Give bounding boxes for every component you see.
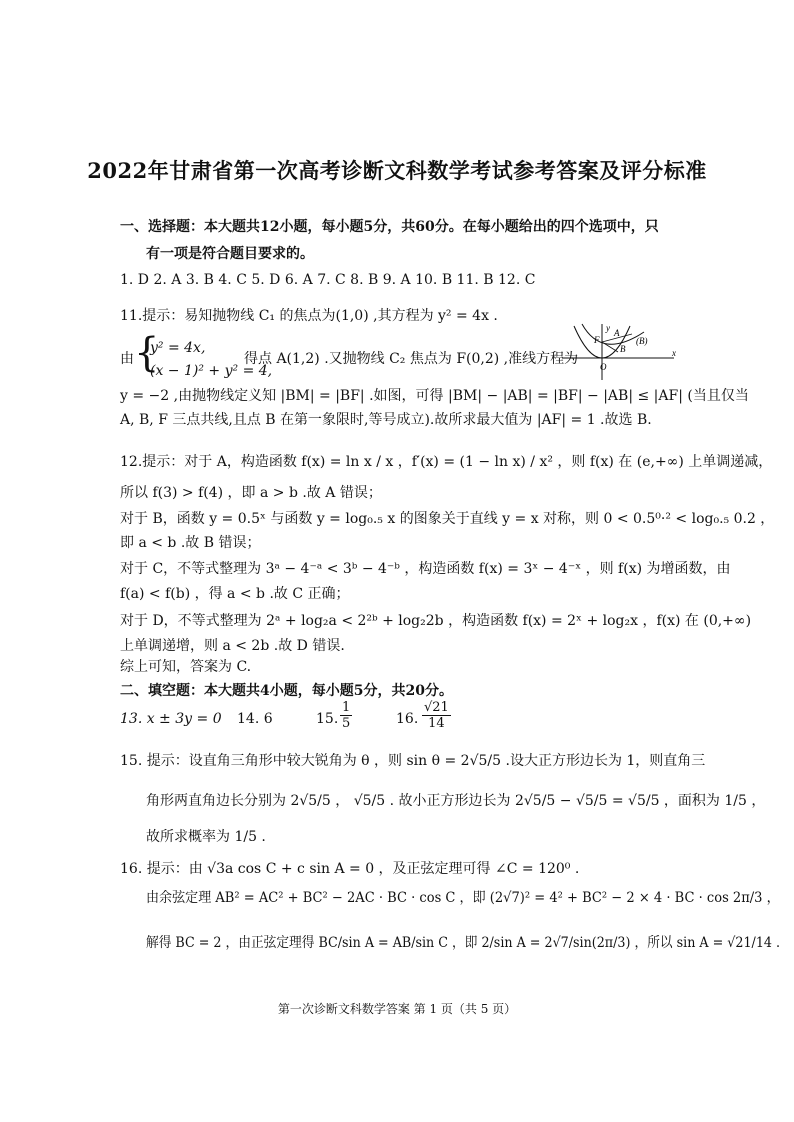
fig-label-y: y: [606, 323, 610, 333]
answer-16-fraction: [422, 700, 451, 731]
fig-label-f: F: [594, 335, 600, 345]
page-footer: 第一次诊断文科数学答案 第 1 页（共 5 页）: [277, 1002, 517, 1016]
answer-13: 13. x ± 3y = 0: [120, 711, 222, 727]
answer-15-label: 15.: [316, 711, 339, 727]
fig-label-x: x: [672, 348, 676, 358]
fig-label-b: B: [620, 344, 626, 354]
hint16-line1: 16. 提示：由 √3a cos C + c sin A = 0 ，及正弦定理可得 ∠C = 120⁰ .: [120, 861, 580, 877]
parabola-figure: [560, 322, 680, 382]
hint12-line8: 上单调递增，则 a < 2b .故 D 错误.: [120, 638, 345, 654]
hint15-line1: 15. 提示：设直角三角形中较大锐角为 θ ，则 sin θ = 2√5/5 .设大正方形边长为 1，则直角三: [120, 753, 706, 769]
hint11-system-eq2: (x − 1)² + y² = 4,: [150, 363, 273, 379]
hint11-line2: 得点 A(1,2) .又抛物线 C₂ 焦点为 F(0,2) ,准线方程为: [244, 351, 579, 367]
answer-15-denominator: 5: [342, 716, 351, 731]
hint12-line3: 对于 B，函数 y = 0.5ˣ 与函数 y = log₀.₅ x 的图象关于直线 y = x 对称，则 0 < 0.5⁰·² < log₀.₅ 0.2 ，: [120, 511, 775, 527]
answer-16-numerator: √21: [424, 700, 449, 715]
hint15-line3: 故所求概率为 1/5 .: [146, 829, 266, 845]
hint15-line2: 角形两直角边长分别为 2√5/5 ， √5/5 . 故小正方形边长为 2√5/5 − √5/5 = √5/5 ，面积为 1/5 ，: [146, 793, 766, 809]
section1-heading-line2: 有一项是符合题目要求的。: [146, 246, 314, 262]
hint12-line4: 即 a < b .故 B 错误；: [120, 535, 261, 551]
answer-15-fraction: [340, 700, 352, 731]
hint11-system-eq1: y² = 4x,: [150, 340, 206, 356]
fig-label-b-prime: (B): [636, 336, 648, 346]
hint12-line7: 对于 D，不等式整理为 2ᵃ + log₂a < 2²ᵇ + log₂2b ，构造函数 f(x) = 2ˣ + log₂x ，f(x) 在 (0,+∞): [120, 613, 752, 629]
answer-15-numerator: 1: [342, 700, 351, 715]
hint12-line9: 综上可知，答案为 C.: [120, 659, 252, 675]
hint12-line6: f(a) < f(b) ，得 a < b .故 C 正确；: [120, 586, 350, 602]
hint16-line3: 解得 BC = 2 ，由正弦定理得 BC/sin A = AB/sin C ，即 2/sin A = 2√7/sin(2π/3) ，所以 sin A = √21/14 .: [146, 935, 781, 951]
section2-heading: 二、填空题：本大题共4小题，每小题5分，共20分。: [120, 683, 453, 699]
answer-14: 14. 6: [237, 711, 273, 727]
hint12-line2: 所以 f(3) > f(4) ，即 a > b .故 A 错误；: [120, 485, 382, 501]
answer-16-label: 16.: [396, 711, 419, 727]
hint12-line5: 对于 C，不等式整理为 3ᵃ − 4⁻ᵃ < 3ᵇ − 4⁻ᵇ ，构造函数 f(x) = 3ˣ − 4⁻ˣ ，则 f(x) 为增函数，由: [120, 561, 731, 577]
hint11-line1: 11.提示：易知抛物线 C₁ 的焦点为(1,0) ,其方程为 y² = 4x .: [120, 308, 498, 324]
fig-label-o: O: [600, 362, 607, 372]
hint12-line1: 12.提示：对于 A，构造函数 f(x) = ln x / x ，f′(x) = (1 − ln x) / x² ，则 f(x) 在 (e,+∞) 上单调递减，: [120, 454, 773, 470]
fig-label-a: A: [614, 328, 620, 338]
hint11-line3: y = −2 ,由抛物线定义知 |BM| = |BF| .如图，可得 |BM| − |AB| = |BF| − |AB| ≤ |AF| (当且仅当: [120, 388, 749, 404]
hint11-line4: A, B, F 三点共线,且点 B 在第一象限时,等号成立).故所求最大值为 |AF| = 1 .故选 B.: [120, 412, 652, 428]
hint16-line2: 由余弦定理 AB² = AC² + BC² − 2AC · BC · cos C ，即 (2√7)² = 4² + BC² − 2 × 4 · BC · cos 2π/3 ，: [146, 890, 780, 906]
section1-heading-line1: 一、选择题：本大题共12小题，每小题5分，共60分。在每小题给出的四个选项中，只: [120, 219, 659, 235]
system-brace: {: [134, 330, 160, 376]
hint11-system-prefix: 由: [120, 351, 134, 367]
document-title: 2022年甘肃省第一次高考诊断文科数学考试参考答案及评分标准: [87, 158, 707, 183]
choice-answers: 1. D 2. A 3. B 4. C 5. D 6. A 7. C 8. B 9. A 10. B 11. B 12. C: [120, 272, 536, 288]
answer-16-denominator: 14: [428, 716, 445, 731]
